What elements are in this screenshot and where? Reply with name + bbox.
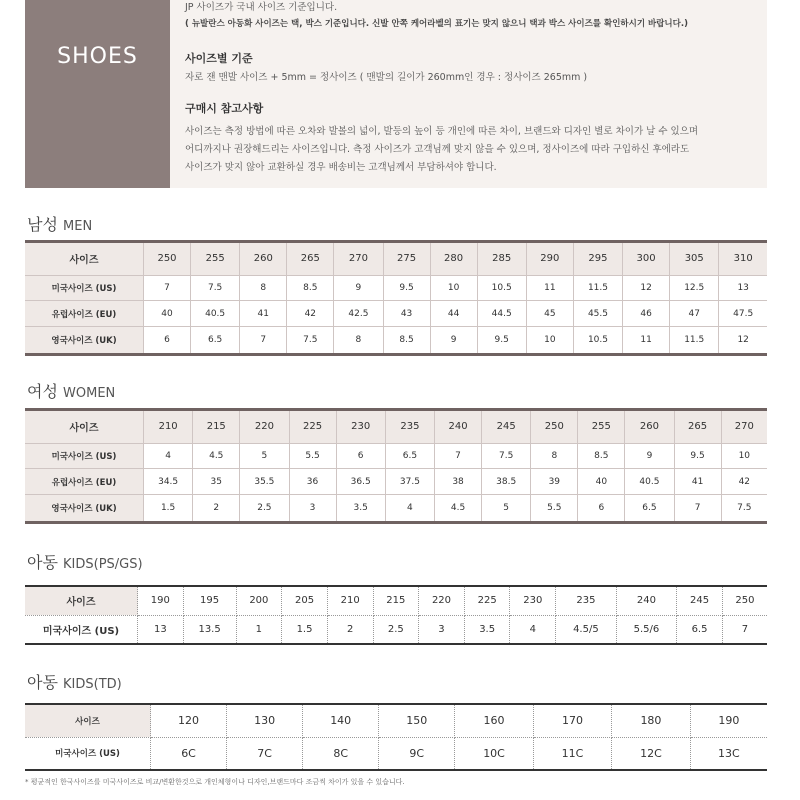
size-value-cell: 4: [510, 615, 556, 644]
toddler-title-ko: 아동: [27, 673, 58, 692]
size-header-cell: 245: [677, 586, 723, 615]
size-value-cell: 5.5/6: [616, 615, 677, 644]
size-value-cell: 36: [289, 469, 336, 495]
size-value-cell: 4: [144, 443, 193, 469]
jp-size-note: JP 사이즈가 국내 사이즈 기준입니다.: [185, 2, 338, 13]
size-header-cell: 260: [240, 242, 287, 276]
men-title-en: MEN: [63, 219, 93, 234]
size-header-cell: 250: [531, 410, 578, 444]
size-value-cell: 11.5: [573, 275, 622, 301]
size-value-cell: 41: [240, 301, 287, 327]
size-value-cell: 2.5: [240, 495, 289, 523]
row-label: 미국사이즈 (US): [25, 443, 144, 469]
size-value-cell: 38.5: [482, 469, 531, 495]
size-header-cell: 280: [430, 242, 477, 276]
toddler-size-table: [25, 703, 767, 771]
size-standard-heading: 사이즈별 기준: [185, 52, 253, 65]
toddler-title-en: KIDS(TD): [63, 677, 122, 692]
size-header-cell: 270: [721, 410, 767, 444]
size-header-cell: 255: [191, 242, 240, 276]
size-header-cell: 195: [183, 586, 236, 615]
size-header-cell: 190: [690, 704, 767, 737]
size-value-cell: 9.5: [674, 443, 721, 469]
size-value-cell: 45: [526, 301, 573, 327]
size-value-cell: 4.5: [435, 495, 482, 523]
men-row-1: [25, 275, 767, 301]
size-value-cell: 40: [578, 469, 625, 495]
size-value-cell: 8.5: [287, 275, 334, 301]
size-header-cell: 305: [670, 242, 719, 276]
women-size-table: [25, 408, 767, 524]
size-value-cell: 10: [721, 443, 767, 469]
size-value-cell: 7: [741, 623, 749, 635]
size-standard-text: 자로 잰 맨발 사이즈 + 5mm = 정사이즈 ( 맨발의 길이가 260mm인 경우 : 정사이즈 265mm ): [185, 72, 588, 83]
size-header-cell: 200: [236, 586, 282, 615]
row-label: 미국사이즈 (US): [25, 615, 138, 644]
shoes-category-block: [25, 0, 170, 188]
size-header-cell: 270: [334, 242, 383, 276]
size-header-cell: 220: [419, 586, 465, 615]
size-value-cell: 1: [236, 615, 282, 644]
size-value-cell: 12: [623, 275, 670, 301]
size-value-cell: 6C: [151, 737, 227, 770]
size-header-cell: 250: [722, 586, 767, 615]
footnote: * 평균적인 한국사이즈를 미국사이즈로 비교/변환한것으로 개인체형이나 디자인,브랜드마다 조금씩 차이가 있을 수 있습니다.: [25, 778, 405, 786]
size-header-cell: 225: [289, 410, 336, 444]
size-header-cell: 295: [573, 242, 622, 276]
size-value-cell: 3: [419, 615, 465, 644]
size-value-cell: 5.5: [289, 443, 336, 469]
size-value-cell: 9: [625, 443, 674, 469]
size-value-cell: 1.5: [282, 615, 328, 644]
size-header-cell: 210: [327, 586, 373, 615]
size-value-cell: 39: [531, 469, 578, 495]
size-value-cell: 2: [327, 615, 373, 644]
size-value-cell: 7.5: [287, 327, 334, 355]
size-value-cell: 11C: [533, 737, 611, 770]
size-header-cell: 215: [373, 586, 419, 615]
size-value-cell: 44: [430, 301, 477, 327]
size-value-cell: 42: [721, 469, 767, 495]
size-value-cell: 13: [719, 275, 767, 301]
size-value-cell: 3: [289, 495, 336, 523]
purchase-notes-line-1: 사이즈는 측정 방법에 따른 오차와 발볼의 넓이, 발등의 높이 등 개인에 따른 차이, 브랜드와 디자인 별로 차이가 날 수 있으며: [185, 126, 699, 137]
size-value-cell: 36.5: [336, 469, 385, 495]
size-value-cell: 13.5: [183, 615, 236, 644]
size-header-cell: 230: [336, 410, 385, 444]
shoes-label: SHOES: [57, 44, 138, 69]
women-row-2: [25, 469, 767, 495]
size-value-cell: 9.5: [477, 327, 526, 355]
size-value-cell: 41: [674, 469, 721, 495]
size-value-cell: 7: [435, 443, 482, 469]
row-label: 사이즈: [25, 586, 138, 615]
size-header-cell: 180: [612, 704, 690, 737]
size-header-cell: 290: [526, 242, 573, 276]
size-value-cell: 4.5/5: [556, 615, 617, 644]
size-value-cell: 8: [334, 327, 383, 355]
row-label: 미국사이즈 (US): [25, 737, 151, 770]
size-value-cell: 8: [240, 275, 287, 301]
size-header-cell: 140: [303, 704, 379, 737]
toddler-section-title: [27, 670, 122, 693]
size-value-cell: 7.5: [191, 275, 240, 301]
size-header-cell: 215: [193, 410, 240, 444]
men-section-title: [27, 212, 92, 235]
size-value-cell: 11: [526, 275, 573, 301]
size-value-cell: 6.5: [191, 327, 240, 355]
size-value-cell: 3.5: [336, 495, 385, 523]
row-label: 사이즈: [25, 242, 144, 276]
size-value-cell: 8C: [303, 737, 379, 770]
size-value-cell: 11: [623, 327, 670, 355]
size-header-cell: 310: [719, 242, 767, 276]
size-value-cell: 1.5: [144, 495, 193, 523]
size-header-cell: 220: [240, 410, 289, 444]
size-header-cell: 240: [616, 586, 677, 615]
size-header-cell: 260: [625, 410, 674, 444]
size-value-cell: 7.5: [737, 503, 752, 514]
toddler-row-1: [25, 737, 767, 770]
purchase-notes-heading: 구매시 참고사항: [185, 102, 264, 115]
size-value-cell: 12: [737, 335, 749, 346]
kids-title-ko: 아동: [27, 553, 58, 572]
size-header-cell: 265: [287, 242, 334, 276]
size-header-cell: 245: [482, 410, 531, 444]
size-value-cell: 11.5: [670, 327, 719, 355]
row-label: 유럽사이즈 (EU): [25, 301, 144, 327]
women-row-0: [25, 410, 767, 444]
size-value-cell: 4.5: [193, 443, 240, 469]
size-value-cell: 9: [334, 275, 383, 301]
size-value-cell: 35: [193, 469, 240, 495]
purchase-notes-line-3: 사이즈가 맞지 않아 교환하실 경우 배송비는 고객님께서 부담하셔야 합니다.: [185, 162, 497, 173]
size-value-cell: 7: [144, 275, 191, 301]
women-title-en: WOMEN: [63, 386, 116, 401]
size-value-cell: 13: [138, 615, 184, 644]
size-value-cell: 10: [430, 275, 477, 301]
size-value-cell: 8: [531, 443, 578, 469]
size-value-cell: 3.5: [464, 615, 510, 644]
size-value-cell: 40.5: [191, 301, 240, 327]
row-label: 미국사이즈 (US): [25, 275, 144, 301]
size-value-cell: 9C: [379, 737, 455, 770]
size-value-cell: 6: [578, 495, 625, 523]
size-value-cell: 10: [526, 327, 573, 355]
size-header-cell: 300: [623, 242, 670, 276]
size-header-cell: 130: [227, 704, 303, 737]
size-header-cell: 170: [533, 704, 611, 737]
size-value-cell: 7.5: [482, 443, 531, 469]
size-header-cell: 285: [477, 242, 526, 276]
size-value-cell: 6.5: [677, 615, 723, 644]
men-row-2: [25, 301, 767, 327]
size-value-cell: 42: [287, 301, 334, 327]
size-value-cell: 34.5: [144, 469, 193, 495]
size-value-cell: 6.5: [625, 495, 674, 523]
size-value-cell: 44.5: [477, 301, 526, 327]
size-value-cell: 8.5: [578, 443, 625, 469]
size-value-cell: 9: [430, 327, 477, 355]
size-value-cell: 5: [482, 495, 531, 523]
toddler-row-0: [25, 704, 767, 737]
women-section-title: [27, 379, 115, 402]
size-value-cell: 10C: [455, 737, 533, 770]
size-value-cell: 47: [670, 301, 719, 327]
women-title-ko: 여성: [27, 382, 58, 401]
row-label: 유럽사이즈 (EU): [25, 469, 144, 495]
women-row-3: [25, 495, 767, 523]
size-header-cell: 230: [510, 586, 556, 615]
size-value-cell: 2: [193, 495, 240, 523]
size-value-cell: 7: [674, 495, 721, 523]
kids-size-note: ( 뉴발란스 아동화 사이즈는 택, 박스 기준입니다. 신발 안쪽 케어라벨의 표기는 맞지 않으니 택과 박스 사이즈를 확인하시기 바랍니다.): [185, 19, 688, 29]
kids-row-1: [25, 615, 767, 644]
size-header-cell: 205: [282, 586, 328, 615]
size-header-cell: 255: [578, 410, 625, 444]
size-value-cell: 40: [144, 301, 191, 327]
size-value-cell: 5: [240, 443, 289, 469]
size-value-cell: 43: [383, 301, 430, 327]
size-header-cell: 250: [144, 242, 191, 276]
size-header-cell: 150: [379, 704, 455, 737]
size-value-cell: 5.5: [531, 495, 578, 523]
row-label: 사이즈: [25, 410, 144, 444]
size-value-cell: 46: [623, 301, 670, 327]
men-row-3: [25, 327, 767, 355]
size-value-cell: 13C: [717, 746, 740, 760]
size-value-cell: 45.5: [573, 301, 622, 327]
size-header-cell: 275: [383, 242, 430, 276]
size-value-cell: 7: [240, 327, 287, 355]
size-value-cell: 4: [385, 495, 434, 523]
size-header-cell: 235: [385, 410, 434, 444]
size-value-cell: 6.5: [385, 443, 434, 469]
size-value-cell: 40.5: [625, 469, 674, 495]
row-label: 영국사이즈 (UK): [25, 327, 144, 355]
men-row-0: [25, 242, 767, 276]
size-header-cell: 160: [455, 704, 533, 737]
size-value-cell: 38: [435, 469, 482, 495]
size-value-cell: 8.5: [383, 327, 430, 355]
size-value-cell: 47.5: [719, 301, 767, 327]
size-value-cell: 7C: [227, 737, 303, 770]
kids-size-table: [25, 585, 767, 645]
row-label: 사이즈: [25, 704, 151, 737]
size-header-cell: 190: [138, 586, 184, 615]
size-value-cell: 10.5: [573, 327, 622, 355]
women-row-1: [25, 443, 767, 469]
size-header-cell: 120: [151, 704, 227, 737]
size-value-cell: 35.5: [240, 469, 289, 495]
size-header-cell: 225: [464, 586, 510, 615]
size-value-cell: 42.5: [334, 301, 383, 327]
size-value-cell: 6: [144, 327, 191, 355]
size-value-cell: 37.5: [385, 469, 434, 495]
size-header-cell: 240: [435, 410, 482, 444]
size-value-cell: 6: [336, 443, 385, 469]
kids-title-en: KIDS(PS/GS): [63, 557, 143, 572]
size-value-cell: 12.5: [670, 275, 719, 301]
size-value-cell: 10.5: [477, 275, 526, 301]
size-header-cell: 235: [556, 586, 617, 615]
size-value-cell: 12C: [612, 737, 690, 770]
size-value-cell: 2.5: [373, 615, 419, 644]
purchase-notes-line-2: 어디까지나 권장해드리는 사이즈입니다. 측정 사이즈가 고객님께 맞지 않을 수 있으며, 정사이즈에 따라 구입하신 후에라도: [185, 144, 690, 155]
size-header-cell: 210: [144, 410, 193, 444]
size-value-cell: 9.5: [383, 275, 430, 301]
size-header-cell: 265: [674, 410, 721, 444]
kids-row-0: [25, 586, 767, 615]
row-label: 영국사이즈 (UK): [25, 495, 144, 523]
kids-section-title: [27, 550, 143, 573]
men-title-ko: 남성: [27, 215, 58, 234]
men-size-table: [25, 240, 767, 356]
